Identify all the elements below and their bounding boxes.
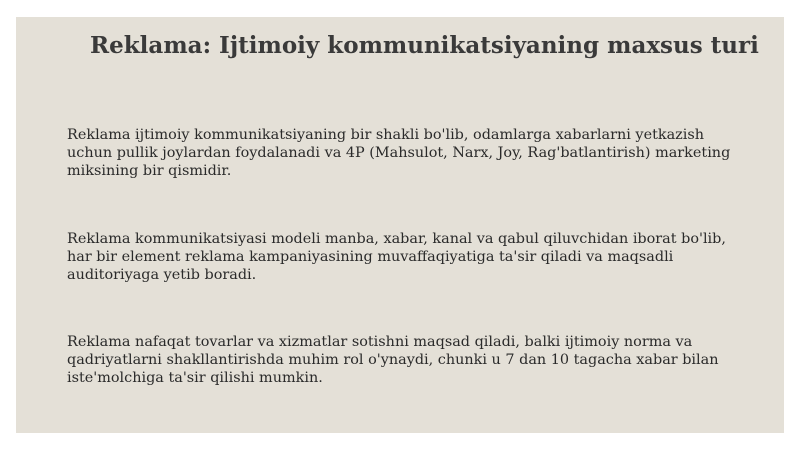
paragraph-social-role: Reklama nafaqat tovarlar va xizmatlar sotishni maqsad qiladi, balki ijtimoiy norma va qadriyatlarni shakllantirishda muhim rol o'ynaydi, chunki u 7 dan 10 tagacha xabar bilan iste'molchiga ta'sir qilishi mumkin. [67,334,719,386]
paragraph-communication-model: Reklama kommunikatsiyasi modeli manba, xabar, kanal va qabul qiluvchidan iborat bo'lib, har bir element reklama kampaniyasining muvaffaqiyatiga ta'sir qiladi va maqsadli auditoriyaga yetib boradi. [67,231,726,283]
slide [16,17,784,433]
slide-title: Reklama: Ijtimoiy kommunikatsiyaning maxsus turi [90,32,759,59]
paragraph-advertising-definition: Reklama ijtimoiy kommunikatsiyaning bir shakli bo'lib, odamlarga xabarlarni yetkazish uchun pullik joylardan foydalanadi va 4P (Mahsulot, Narx, Joy, Rag'batlantirish) marketing miksining bir qismidir. [67,127,731,179]
